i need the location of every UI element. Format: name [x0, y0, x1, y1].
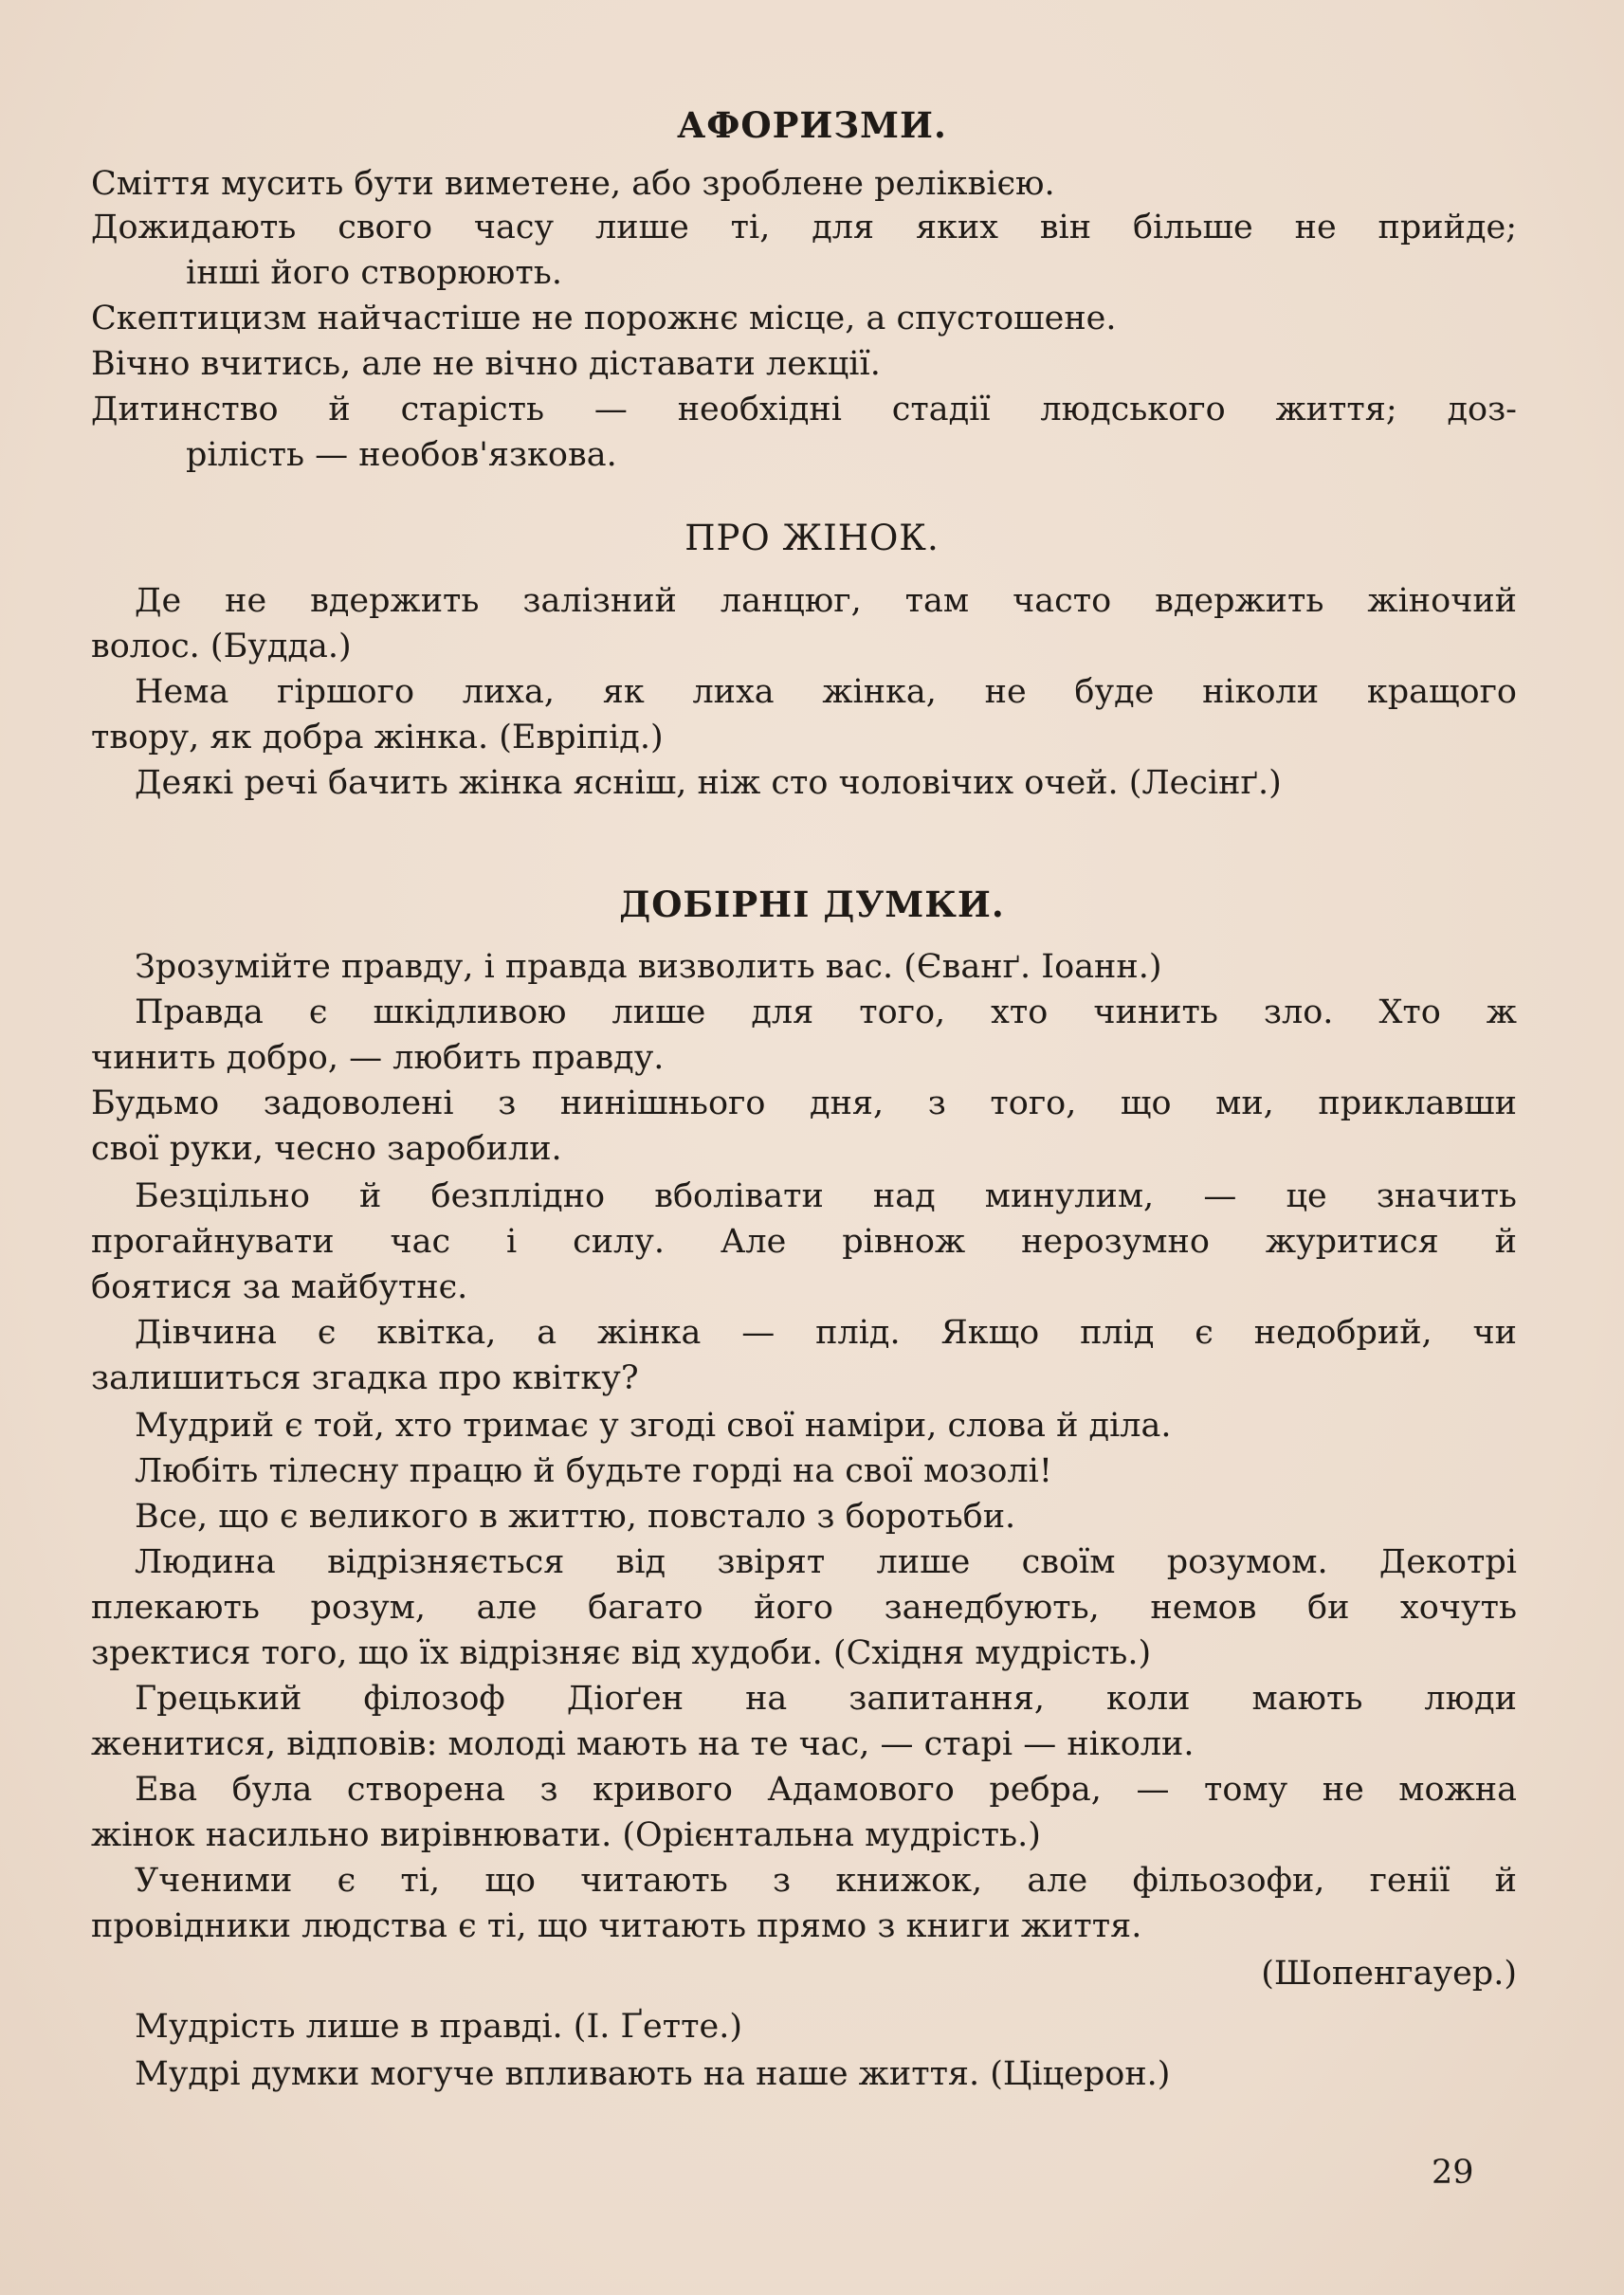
text-line: Правда є шкідливою лише для того, хто чинить зло. Хто ж: [135, 993, 1517, 1031]
text-line: Будьмо задоволені з нинішнього дня, з того, що ми, приклавши: [91, 1084, 1517, 1122]
section-title-aphorisms: АФОРИЗМИ.: [677, 104, 947, 146]
text-line: прогайнувати час і силу. Але рівнож нерозумно журитися й: [91, 1223, 1517, 1261]
page-number: 29: [1432, 2154, 1474, 2192]
text-line: Безцільно й безплідно вболівати над минулим, — це значить: [135, 1177, 1517, 1215]
text-line: Мудрі думки могуче впливають на наше життя. (Ціцерон.): [135, 2055, 1171, 2093]
text-line: Деякі речі бачить жінка ясніш, ніж сто чоловічих очей. (Лесінґ.): [135, 764, 1282, 802]
text-line: рілість — необов'язкова.: [186, 436, 617, 474]
text-line: волос. (Будда.): [91, 628, 352, 665]
text-line: Зрозумійте правду, і правда визволить вас. (Єванґ. Іоанн.): [135, 948, 1162, 986]
text-line: чинить добро, — любить правду.: [91, 1039, 665, 1077]
text-line: жінок насильно вирівнювати. (Орієнтальна мудрість.): [91, 1816, 1041, 1854]
text-line: свої руки, чесно заробили.: [91, 1130, 562, 1168]
text-line: Сміття мусить бути виметене, або зроблене реліквією.: [91, 165, 1055, 203]
section-title-about-women: ПРО ЖІНОК.: [684, 518, 940, 558]
text-line: Скептицизм найчастіше не порожнє місце, а спустошене.: [91, 300, 1117, 337]
text-line: плекають розум, але багато його занедбують, немов би хочуть: [91, 1589, 1517, 1627]
text-line: Де не вдержить залізний ланцюг, там часто вдержить жіночий: [135, 582, 1517, 620]
section-title-choice-thoughts: ДОБІРНІ ДУМКИ.: [619, 883, 1005, 925]
text-line: Людина відрізняється від звірят лише своїм розумом. Декотрі: [135, 1543, 1517, 1581]
text-line: Нема гіршого лиха, як лиха жінка, не буде ніколи кращого: [135, 673, 1517, 711]
text-line: Дитинство й старість — необхідні стадії людського життя; доз-: [91, 391, 1517, 428]
text-line: Любіть тілесну працю й будьте горді на свої мозолі!: [135, 1452, 1052, 1490]
text-line: інші його створюють.: [186, 254, 562, 292]
text-line: залишиться згадка про квітку?: [91, 1359, 639, 1397]
text-line: Ученими є ті, що читають з книжок, але фільозофи, генії й: [135, 1862, 1517, 1900]
text-line: твору, як добра жінка. (Евріпід.): [91, 719, 664, 756]
text-line: Ева була створена з кривого Адамового ребра, — тому не можна: [135, 1771, 1517, 1809]
text-line: зректися того, що їх відрізняє від худоби. (Східня мудрість.): [91, 1634, 1152, 1672]
text-line: Мудрість лише в правді. (І. Ґетте.): [135, 2008, 742, 2046]
text-line: провідники людства є ті, що читають прямо з книги життя.: [91, 1907, 1142, 1945]
text-line: Мудрий є той, хто тримає у згоді свої наміри, слова й діла.: [135, 1407, 1172, 1445]
text-line: боятися за майбутнє.: [91, 1268, 468, 1306]
text-line: Вічно вчитись, але не вічно діставати лекції.: [91, 345, 881, 383]
text-line: Грецький філозоф Діоґен на запитання, коли мають люди: [135, 1680, 1517, 1718]
text-line: женитися, відповів: молоді мають на те час, — старі — ніколи.: [91, 1725, 1195, 1763]
text-line: Все, що є великого в життю, повстало з боротьби.: [135, 1498, 1016, 1536]
attribution-line: (Шопенгауер.): [1261, 1955, 1517, 1993]
text-line: Дівчина є квітка, а жінка — плід. Якщо плід є недобрий, чи: [135, 1314, 1517, 1352]
text-line: Дожидають свого часу лише ті, для яких він більше не прийде;: [91, 209, 1517, 246]
